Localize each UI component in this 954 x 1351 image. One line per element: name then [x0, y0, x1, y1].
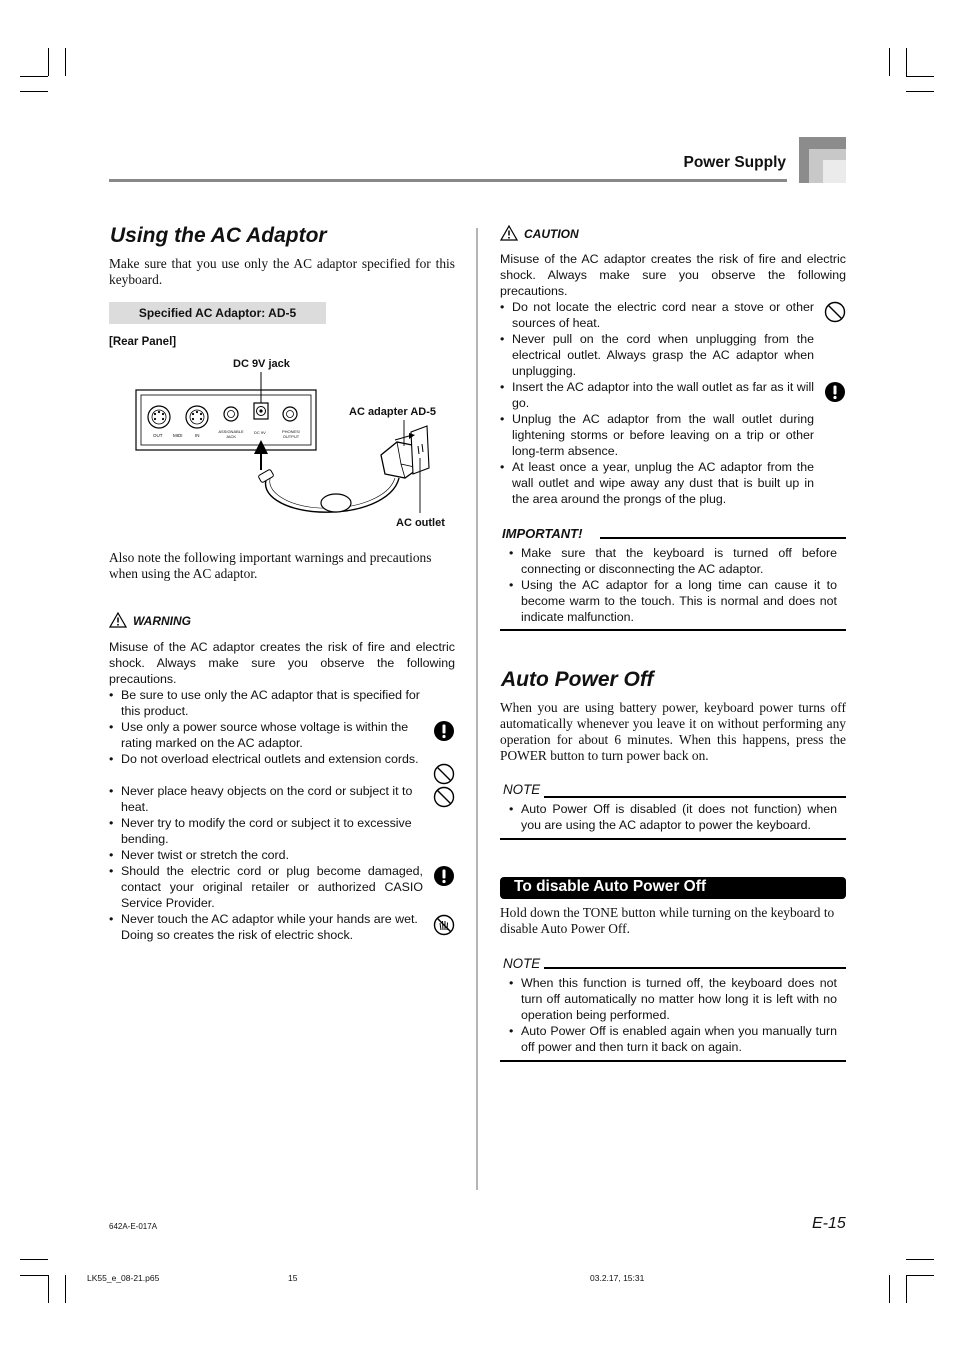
- list-item: • Be sure to use only the AC adaptor that is specified for this product.: [109, 687, 423, 719]
- list-item: • Make sure that the keyboard is turned off before connecting or disconnecting the AC adaptor.: [509, 545, 837, 577]
- list-item: • When this function is turned off, the keyboard does not turn off automatically no matter how long it is left with no operation being performed.: [509, 975, 837, 1023]
- crop-mark: [906, 1259, 934, 1260]
- list-item: • Do not overload electrical outlets and extension cords.: [109, 751, 423, 767]
- crop-mark: [48, 1275, 49, 1303]
- outlet-label: AC outlet: [396, 517, 445, 529]
- port-label-phones: PHONES/ OUTPUT: [281, 429, 300, 439]
- crop-mark: [906, 1275, 934, 1276]
- page-number: E-15: [812, 1215, 846, 1232]
- spec-box: [109, 302, 326, 324]
- caution-label: CAUTION: [524, 227, 579, 241]
- warning-triangle-icon: [500, 225, 518, 241]
- crop-mark: [20, 1275, 48, 1276]
- disable-text: Hold down the TONE button while turning on the keyboard to disable Auto Power Off.: [500, 905, 835, 936]
- list-item: • Should the electric cord or plug become damaged, contact your original retailer or authorized CASIO Service Provider.: [109, 863, 423, 911]
- important-list: [509, 545, 837, 625]
- list-item: • Unplug the AC adaptor from the wall outlet during lightening storms or before leaving on a trip or other long-term absence.: [500, 411, 814, 459]
- header-tab-block: [799, 137, 846, 183]
- port-label-midi: MIDI: [173, 433, 183, 438]
- warning-list: [109, 687, 423, 943]
- important-note-text: Also note the following important warnings and precautions when using the AC adaptor.: [109, 550, 432, 581]
- list-item: • Using the AC adaptor for a long time can cause it to become warm to the touch. This is normal and does not indicate malfunction.: [509, 577, 837, 625]
- note-box: [500, 781, 846, 841]
- section-title: Power Supply: [683, 154, 786, 171]
- warning-intro: Misuse of the AC adaptor creates the risk of fire and electric shock. Always make sure you observe the following precautions.: [109, 640, 455, 686]
- subsection-title: To disable Auto Power Off: [514, 878, 707, 895]
- adapter-label: AC adapter AD-5: [349, 406, 436, 418]
- list-item: • Never try to modify the cord or subject it to excessive bending.: [109, 815, 423, 847]
- list-item: • Insert the AC adaptor into the wall outlet as far as it will go.: [500, 379, 814, 411]
- caution-list: [500, 299, 814, 507]
- page-header: [0, 0, 954, 190]
- caution-intro: Misuse of the AC adaptor creates the risk of fire and electric shock. Always make sure you observe the following precautions.: [500, 252, 846, 298]
- crop-mark: [65, 1275, 66, 1303]
- crop-mark: [20, 1259, 48, 1260]
- rear-panel-label: [Rear Panel]: [109, 336, 177, 348]
- no-wet-hands-icon: [433, 914, 455, 936]
- list-item: • Auto Power Off is disabled (it does not function) when you are using the AC adaptor to power the keyboard.: [509, 801, 837, 833]
- warning-label: WARNING: [133, 614, 191, 628]
- list-item: • Auto Power Off is enabled again when you manually turn off power and then turn it back on again.: [509, 1023, 837, 1055]
- rear-panel-diagram: [109, 350, 459, 540]
- prohibited-icon: [433, 763, 455, 785]
- note-list: [509, 975, 837, 1055]
- note-box: [500, 955, 846, 1063]
- port-label-in: IN: [195, 433, 200, 438]
- prohibited-icon: [824, 301, 846, 323]
- mandatory-icon: [433, 720, 455, 742]
- list-item: • Do not locate the electric cord near a stove or other sources of heat.: [500, 299, 814, 331]
- dc-jack-label: DC 9V jack: [233, 358, 290, 370]
- prohibited-icon: [433, 786, 455, 808]
- list-item: • Use only a power source whose voltage is within the rating marked on the AC adaptor.: [109, 719, 423, 751]
- port-label-assignable: ASSIGNABLE JACK: [218, 429, 244, 439]
- file-page: 15: [288, 1273, 298, 1283]
- list-item: • Never touch the AC adaptor while your hands are wet. Doing so creates the risk of electric shock.: [109, 911, 423, 943]
- port-label-out: OUT: [153, 433, 163, 438]
- list-item: • At least once a year, unplug the AC adaptor from the wall outlet and wipe away any dust that is built up in the area around the prongs of the plug.: [500, 459, 814, 507]
- mandatory-icon: [824, 381, 846, 403]
- timestamp: 03.2.17, 15:31: [590, 1273, 645, 1283]
- file-name: LK55_e_08-21.p65: [87, 1273, 160, 1283]
- panel-drawing: [109, 350, 459, 540]
- note-label: NOTE: [503, 782, 541, 797]
- page-title: Using the AC Adaptor: [110, 224, 327, 247]
- note-label: NOTE: [503, 956, 541, 971]
- list-item: • Never twist or stretch the cord.: [109, 847, 423, 863]
- auto-power-off-text: When you are using battery power, keyboard power turns off automatically whenever you leave it on without performing any operation for about 6 minutes. When this happens, press the POWER button to turn power back on.: [500, 700, 846, 763]
- subsection-bar: [500, 877, 846, 899]
- crop-mark: [889, 1275, 890, 1303]
- auto-power-off-title: Auto Power Off: [501, 668, 654, 691]
- port-label-dc9v: DC 9V: [254, 430, 266, 435]
- list-item: • Never place heavy objects on the cord or subject it to heat.: [109, 783, 423, 815]
- header-rule: [109, 179, 787, 182]
- intro-text: Make sure that you use only the AC adaptor specified for this keyboard.: [109, 256, 455, 287]
- mandatory-icon: [433, 865, 455, 887]
- note-list: [509, 801, 837, 833]
- doc-code: 642A-E-017A: [109, 1222, 158, 1231]
- column-divider: [476, 228, 478, 1190]
- important-label: IMPORTANT!: [502, 526, 583, 541]
- list-item: • Never pull on the cord when unplugging from the electrical outlet. Always grasp the AC adaptor when unplugging.: [500, 331, 814, 379]
- important-box: [500, 524, 846, 632]
- spec-label: Specified AC Adaptor: AD-5: [138, 306, 297, 320]
- warning-triangle-icon: [109, 612, 127, 628]
- crop-mark: [906, 1275, 907, 1303]
